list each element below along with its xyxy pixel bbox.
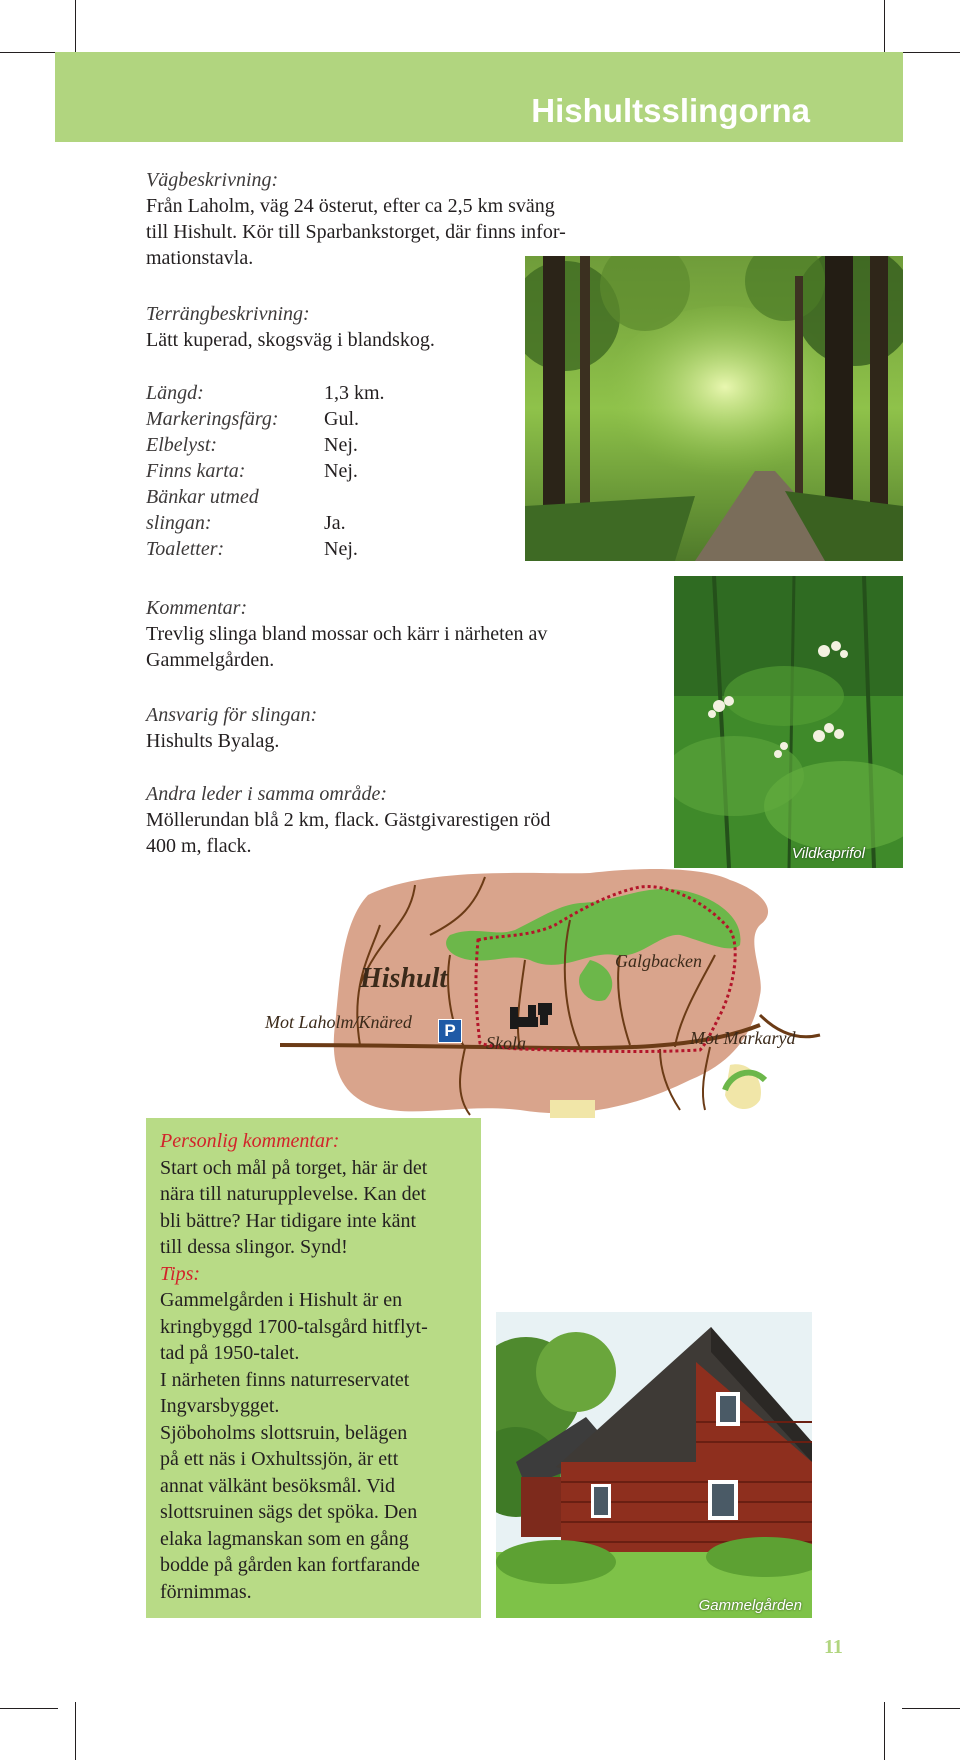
honeysuckle-illustration (674, 576, 903, 868)
personal-line: Start och mål på torget, här är det (160, 1156, 428, 1179)
route-label: Vägbeskrivning: (146, 169, 279, 191)
fact-value: Nej. (324, 434, 358, 456)
personal-line: till dessa slingor. Synd! (160, 1236, 348, 1258)
title-banner (55, 52, 903, 142)
crop-mark (884, 0, 885, 58)
personal-comment-box (146, 1118, 481, 1618)
tips-line: Sjöboholms slottsruin, belägen (160, 1421, 408, 1444)
route-line: mationstavla. (146, 247, 254, 269)
tips-line: slottsruinen sägs det spöka. Den (160, 1501, 418, 1523)
crop-mark (902, 52, 960, 53)
forest-path-photo (525, 256, 903, 561)
crop-mark (75, 0, 76, 58)
map-east-road-label: Mot Markaryd (690, 1028, 796, 1048)
tips-line: tad på 1950-talet. (160, 1342, 300, 1364)
crop-mark (902, 1708, 960, 1709)
crop-mark (0, 1708, 58, 1709)
personal-line: nära till naturupplevelse. Kan det (160, 1183, 427, 1205)
terrain-text: Lätt kuperad, skogsväg i blandskog. (146, 329, 435, 351)
crop-mark (884, 1702, 885, 1760)
responsible-section (146, 702, 317, 754)
fact-row (146, 536, 385, 562)
trail-map (260, 865, 840, 1130)
fact-key: Toaletter: (146, 538, 225, 560)
route-line: till Hishult. Kör till Sparbankstorget, där finns infor- (146, 221, 566, 243)
fact-key: Finns karta: (146, 460, 246, 482)
fact-value: 1,3 km. (324, 382, 385, 404)
fact-row (146, 484, 385, 510)
tips-line: I närheten finns naturreservatet (160, 1368, 410, 1391)
map-illustration (260, 865, 840, 1130)
terrain-label: Terrängbeskrivning: (146, 303, 310, 325)
tips-label: Tips: (160, 1262, 201, 1285)
farmhouse-illustration (496, 1312, 812, 1618)
fact-key: Elbelyst: (146, 434, 218, 456)
map-town-label: Hishult (360, 963, 448, 994)
fact-row (146, 432, 385, 458)
responsible-label: Ansvarig för slingan: (146, 704, 318, 726)
fact-value: Nej. (324, 538, 358, 560)
fact-value: Nej. (324, 460, 358, 482)
personal-line: bli bättre? Har tidigare inte känt (160, 1209, 417, 1232)
other-trails-line: 400 m, flack. (146, 835, 252, 857)
fact-key: Längd: (146, 382, 204, 404)
comment-line: Gammelgården. (146, 649, 275, 671)
route-section (146, 167, 566, 271)
fact-row (146, 510, 385, 536)
flower-caption: Vildkaprifol (791, 845, 865, 862)
other-trails-label: Andra leder i samma område: (146, 783, 388, 805)
personal-label: Personlig kommentar: (160, 1130, 340, 1152)
fact-value: Ja. (324, 512, 346, 534)
comment-label: Kommentar: (146, 597, 248, 619)
fact-key: slingan: (146, 512, 212, 534)
map-hill-label: Galgbacken (615, 951, 702, 971)
tips-line: annat välkänt besöksmål. Vid (160, 1474, 396, 1497)
facts-table (146, 380, 385, 562)
tips-line: Ingvarsbygget. (160, 1395, 280, 1417)
other-trails-line: Möllerundan blå 2 km, flack. Gästgivarestigen röd (146, 809, 551, 831)
crop-mark (75, 1702, 76, 1760)
route-line: Från Laholm, väg 24 österut, efter ca 2,5 km sväng (146, 195, 555, 217)
terrain-section (146, 301, 435, 353)
farmhouse-caption: Gammelgården (698, 1597, 802, 1614)
tips-line: förnimmas. (160, 1580, 252, 1603)
forest-illustration (525, 256, 903, 561)
farmhouse-photo (496, 1312, 812, 1618)
parking-icon: P (438, 1019, 462, 1043)
page-number: 11 (824, 1636, 843, 1658)
comment-line: Trevlig slinga bland mossar och kärr i närheten av (146, 623, 548, 645)
tips-line: elaka lagmanskan som en gång (160, 1527, 409, 1550)
flower-photo (674, 576, 903, 868)
map-school-label: Skola (486, 1033, 526, 1053)
fact-key: Markeringsfärg: (146, 408, 279, 430)
page-title: Hishultsslingorna (531, 92, 810, 129)
comment-section (146, 595, 547, 673)
tips-line: kringbyggd 1700-talsgård hitflyt- (160, 1315, 428, 1338)
fact-row (146, 380, 385, 406)
tips-line: bodde på gården kan fortfarande (160, 1554, 420, 1576)
responsible-text: Hishults Byalag. (146, 730, 280, 752)
tips-line: på ett näs i Oxhultssjön, är ett (160, 1448, 399, 1470)
tips-line: Gammelgården i Hishult är en (160, 1289, 403, 1311)
fact-row (146, 406, 385, 432)
crop-mark (0, 52, 58, 53)
map-west-road-label: Mot Laholm/Knäred (265, 1012, 412, 1032)
fact-key: Bänkar utmed (146, 486, 259, 508)
fact-row (146, 458, 385, 484)
fact-value: Gul. (324, 408, 359, 430)
other-trails-section (146, 781, 550, 859)
